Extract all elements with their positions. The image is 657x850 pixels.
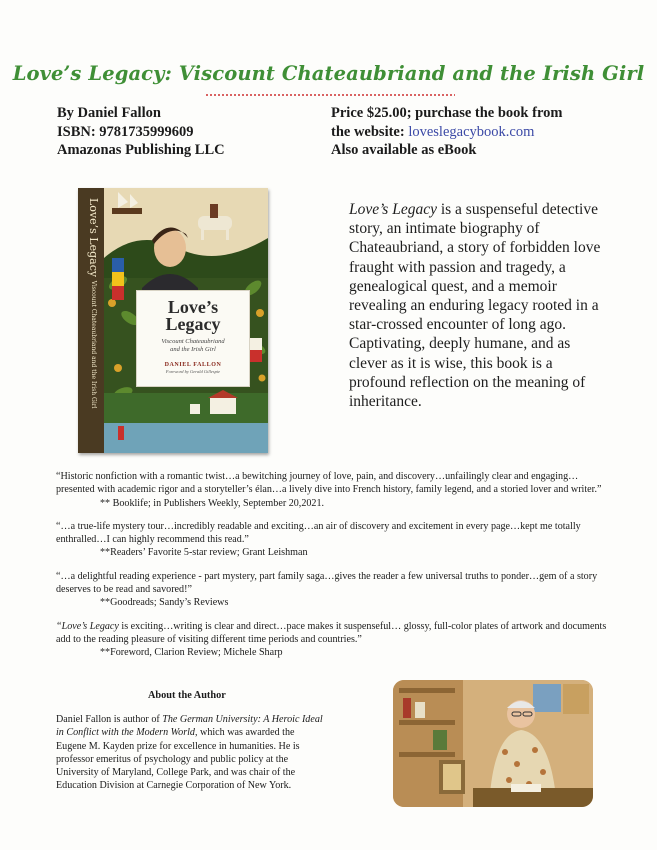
cover-title-plate [136,290,250,387]
review-quote [56,620,616,647]
about-text [56,713,326,793]
review-item [56,520,616,560]
cover-author: DANIEL FALLON [164,362,222,368]
review-source: **Readers’ Favorite 5-star review; Grant Leishman [100,547,308,559]
website-link[interactable]: loveslegacybook.com [408,123,535,140]
cover-title-line1: Love’s [167,297,219,317]
book-meta-left [57,104,225,160]
review-source: ** Booklife; in Publishers Weekly, September 20,2021. [100,497,325,509]
cover-title-line2: Legacy [165,314,221,334]
website-prefix: the website: [331,123,409,140]
review-item [56,620,616,660]
author-photo [393,680,593,807]
description-italic-title: Love’s Legacy [349,201,437,218]
review-quote-text: is exciting…writing is clear and direct…pace makes it suspenseful… glossy, full-color plates of artwork and documents add to the reading pleasure of visiting different time periods and countries.” [56,620,607,645]
review-item [56,470,616,510]
author-line: By Daniel Fallon [57,105,161,121]
review-quote: “…a delightful reading experience - part mystery, part family saga…gives the reader a few universal truths to ponder…gem of a story deserves to be read and savored!” [56,570,598,596]
reviews-section [56,470,616,670]
book-description [349,200,609,411]
review-quote: “…a true-life mystery tour…incredibly readable and exciting…an air of discovery and excitement in every page…kept me totally enthralled…I can highly recommend this read.” [56,520,581,546]
isbn-line: ISBN: 9781735999609 [57,123,194,140]
website-line [331,123,562,142]
review-source: **Goodreads; Sandy’s Reviews [100,597,229,609]
cover-subtitle-line2: and the Irish Girl [170,346,216,353]
ebook-line: Also available as eBook [331,142,477,158]
about-part2: , which was awarded the Eugene M. Kayden prize for excellence in humanities. He is professor emeritus of psychology and public policy at the University of Maryland, College Park, and was chair of the Education Division at Carnegie Corporation of New York. [56,727,300,792]
book-cover [78,188,268,453]
review-quote-italic: “Love’s Legacy [56,620,119,632]
review-source: **Foreword, Clarion Review; Michele Sharp [100,647,283,659]
page-title: Love’s Legacy: Viscount Chateaubriand and the Irish Girl [12,62,645,85]
review-quote: “Historic nonfiction with a romantic twist…a bewitching journey of love, pain, and discovery…unfailingly clear and engaging…presented with academic rigor and a storyteller’s élan…a lively dive into French history, family legend, and a storied lover and writer.” [56,471,602,496]
cover-foreword: Foreword by Gerald Gillespie [165,369,221,374]
book-meta-right [331,104,562,160]
review-item [56,570,616,610]
cover-subtitle-line1: Viscount Chateaubriand [161,338,225,345]
about-book-title: The German University: A Heroic Ideal in Conflict with the Modern World [56,714,323,739]
price-line: Price $25.00; purchase the book from [331,105,563,121]
about-heading: About the Author [148,690,226,701]
description-text: is a suspenseful detective story, an intimate biography of Chateaubriand, a story of forbidden love fraught with passion and tragedy, a genealogical quest, and a memoir revealing an enduring legacy rooted in a star-crossed encounter of long ago. Captivating, deeply humane, and as clever as it is wise, this book is a profound reflection on the meaning of inheritance. [349,201,601,411]
spine-subtitle: Viscount Chateaubriand and the Irish Girl [90,280,97,409]
cover-spine [82,198,100,438]
author-photo-illustration [393,680,593,807]
about-part1: Daniel Fallon is author of [56,714,163,725]
spine-title: Love’s Legacy [87,198,100,278]
decorative-dotted-rule [205,93,455,97]
publisher-line: Amazonas Publishing LLC [57,142,225,158]
